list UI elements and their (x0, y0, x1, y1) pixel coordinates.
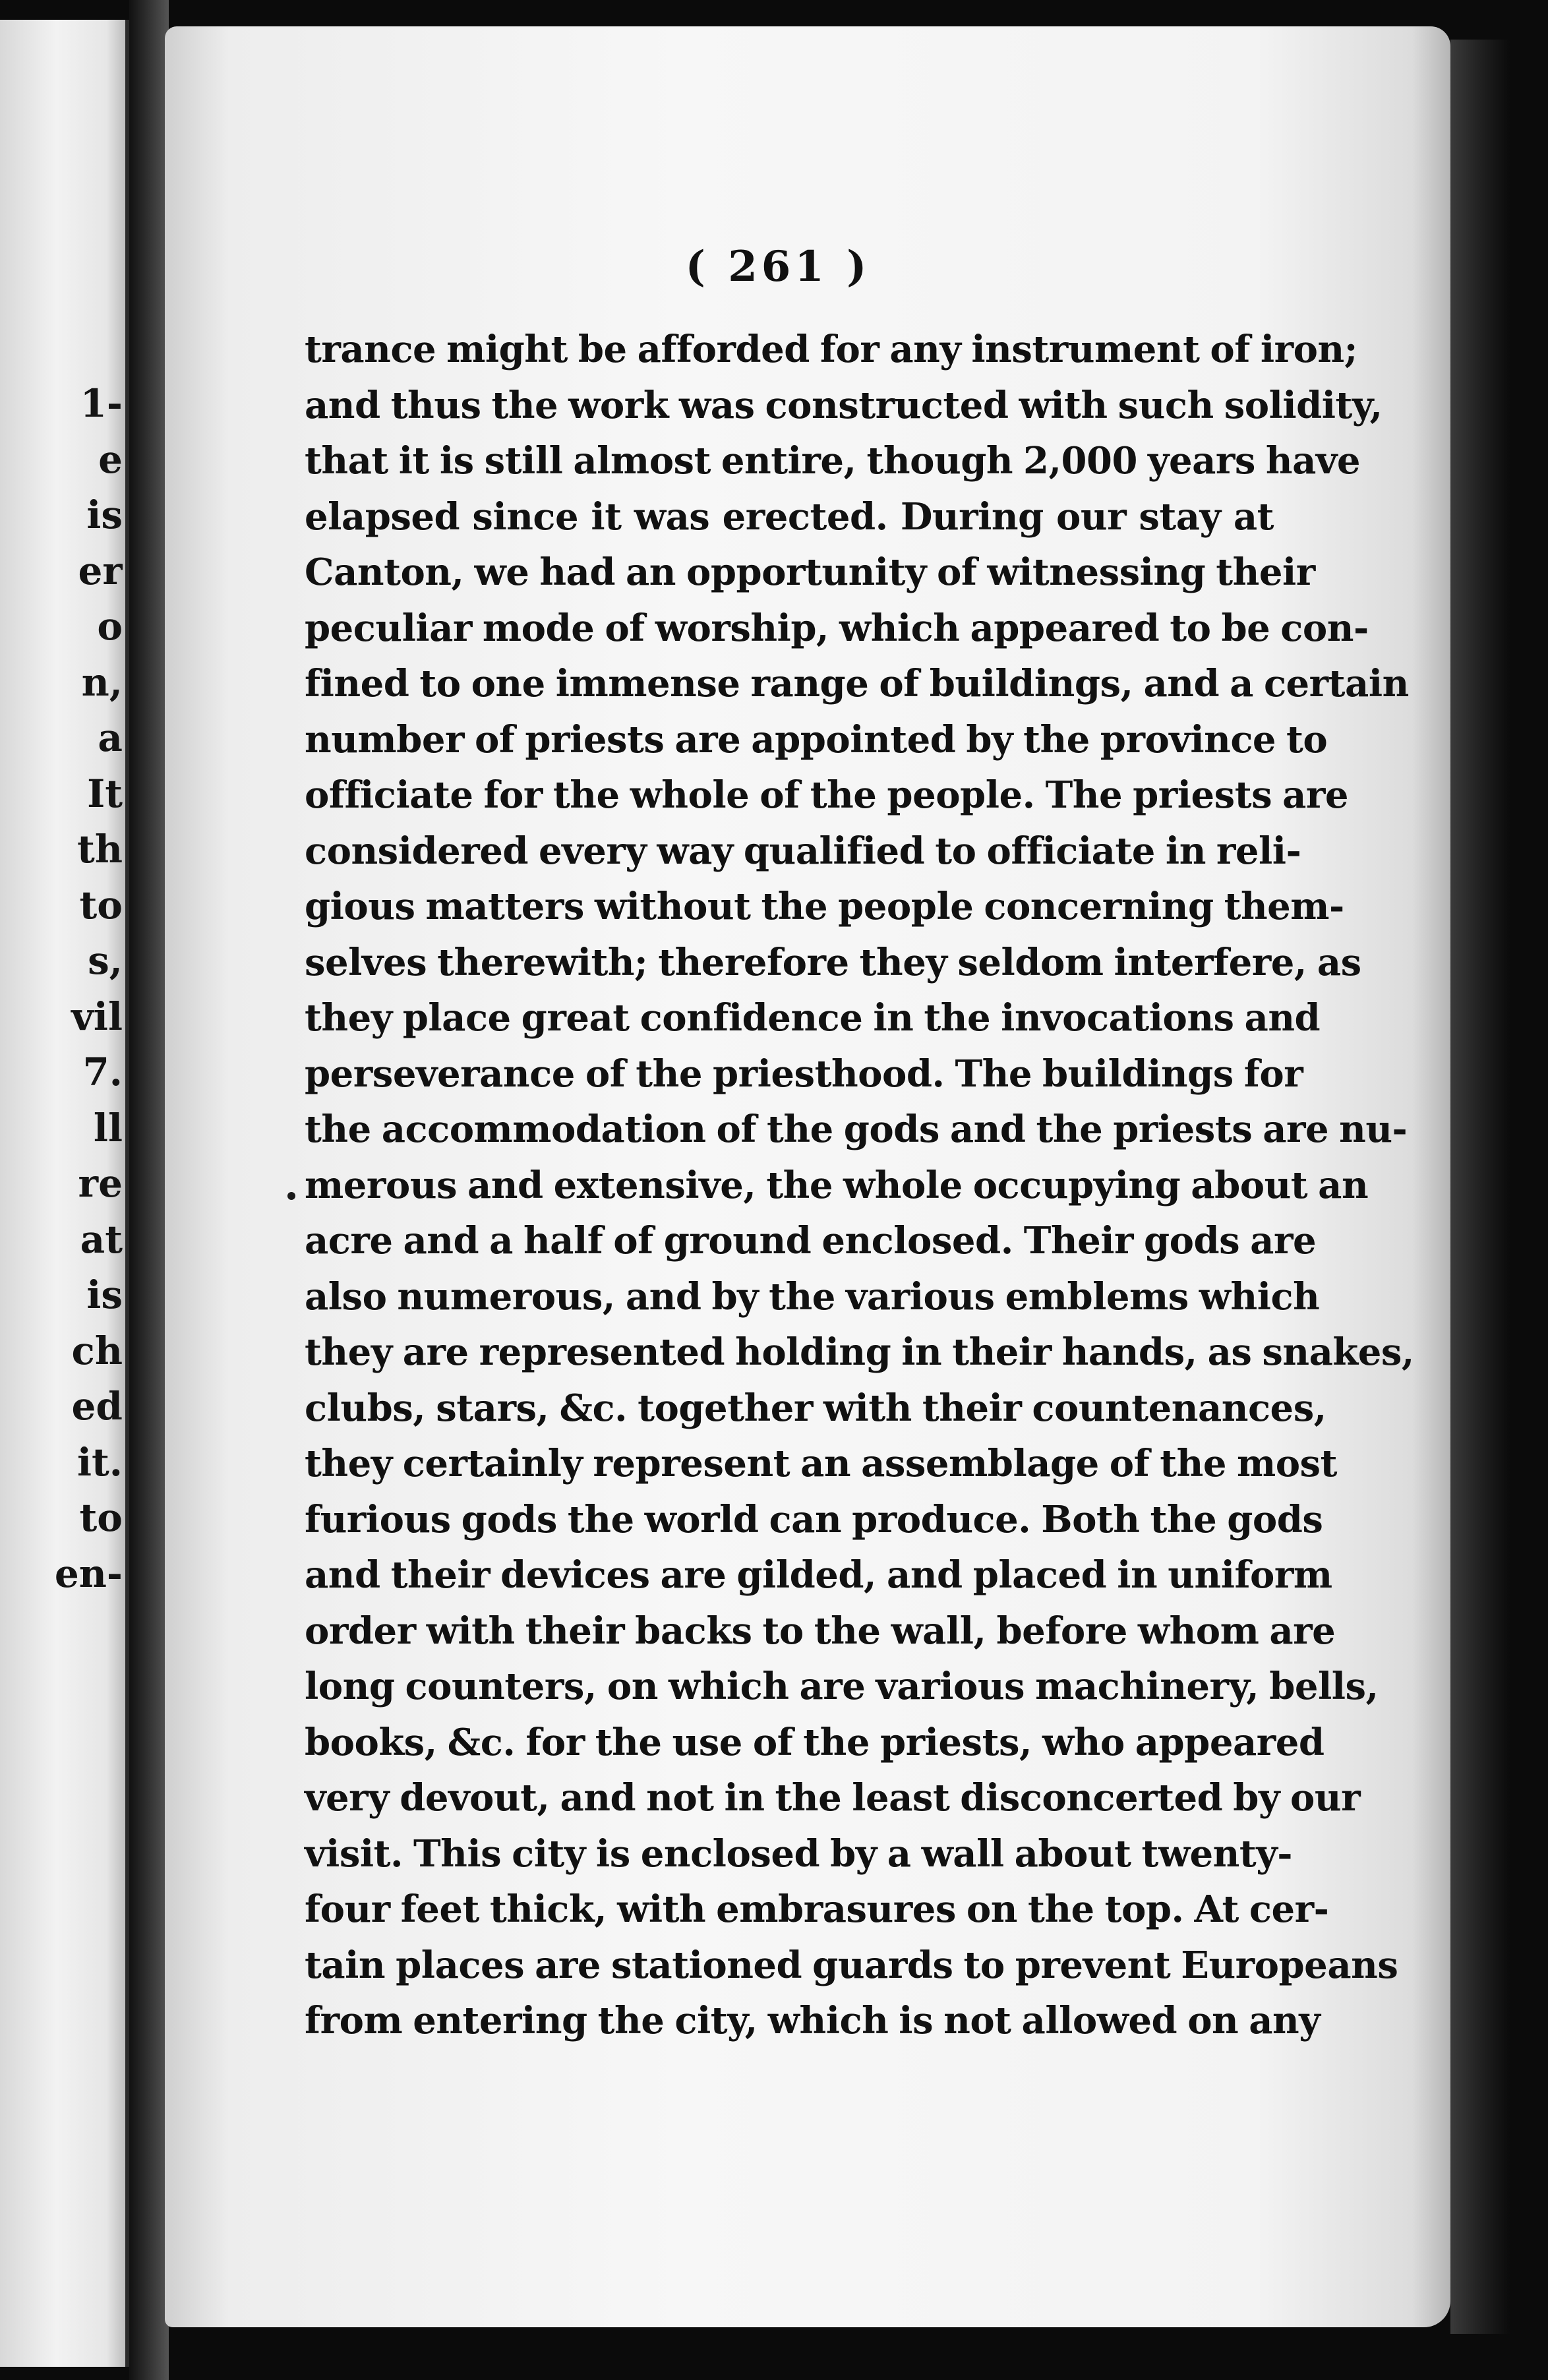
book-gutter (129, 0, 169, 2380)
text-line: long counters, on which are various machinery, bells, (305, 1665, 1379, 1708)
text-line: furious gods the world can produce. Both the gods (305, 1497, 1323, 1541)
text-line: tain places are stationed guards to prevent Europeans (305, 1943, 1398, 1987)
text-line: they place great confidence in the invocations and (305, 996, 1321, 1040)
text-line: Canton, we had an opportunity of witnessing their (305, 550, 1315, 594)
text-line: considered every way qualified to officiate in reli- (305, 829, 1301, 873)
facing-fragment: vil (71, 994, 123, 1039)
text-line: gious matters without the people concerning them- (305, 885, 1344, 928)
text-line: they are represented holding in their hands, as snakes, (305, 1330, 1414, 1374)
facing-fragment: 7. (82, 1050, 123, 1094)
text-line: and thus the work was constructed with such solidity, (305, 383, 1383, 427)
text-line: also numerous, and by the various emblems which (305, 1274, 1320, 1319)
text-line: that it is still almost entire, though 2,000 years have (305, 439, 1361, 483)
text-line: number of priests are appointed by the province to (305, 717, 1328, 761)
facing-fragment: n, (81, 659, 123, 705)
text-line: clubs, stars, &c. together with their countenances, (305, 1386, 1326, 1430)
facing-fragment: s, (88, 938, 123, 983)
facing-fragment: a (98, 715, 123, 760)
text-line: the accommodation of the gods and the priests are nu- (305, 1108, 1408, 1151)
facing-fragment: en- (54, 1551, 123, 1596)
text-line: they certainly represent an assemblage of the most (305, 1442, 1337, 1485)
text-line: selves therewith; therefore they seldom interfere, as (305, 940, 1361, 984)
facing-fragment: to (79, 882, 123, 928)
text-line: and their devices are gilded, and placed in uniform (305, 1553, 1332, 1597)
facing-fragment: is (86, 1272, 123, 1317)
facing-fragment: er (78, 548, 123, 593)
facing-fragment: at (80, 1216, 123, 1262)
text-line: fined to one immense range of buildings, and a certain (305, 662, 1409, 705)
facing-page-text-fragments (4, 376, 123, 1601)
facing-fragment: ed (71, 1384, 123, 1429)
facing-fragment: e (98, 436, 123, 482)
text-line: merous and extensive, the whole occupying about an (305, 1163, 1369, 1207)
text-line: very devout, and not in the least disconcerted by our (305, 1776, 1361, 1820)
facing-fragment: ch (71, 1328, 123, 1373)
text-line: order with their backs to the wall, before whom are (305, 1609, 1336, 1653)
text-line: visit. This city is enclosed by a wall about twenty- (305, 1831, 1293, 1876)
margin-mark (287, 1192, 295, 1200)
facing-fragment: th (77, 827, 123, 872)
text-line: books, &c. for the use of the priests, who appeared (305, 1720, 1325, 1764)
facing-fragment: it. (76, 1439, 123, 1485)
facing-fragment: ll (93, 1105, 123, 1150)
text-line: elapsed since it was erected. During our stay at (305, 494, 1274, 539)
facing-fragment: o (97, 604, 123, 649)
text-line: acre and a half of ground enclosed. Their gods are (305, 1219, 1317, 1263)
facing-page-edge (0, 20, 129, 2367)
facing-fragment: 1- (80, 381, 123, 426)
text-line: trance might be afforded for any instrument of iron; (305, 328, 1357, 371)
facing-fragment: It (87, 771, 123, 816)
text-line: officiate for the whole of the people. The priests are (305, 773, 1349, 817)
facing-fragment: re (78, 1161, 123, 1206)
page-edge-shadow (1450, 40, 1510, 2334)
text-line: peculiar mode of worship, which appeared to be con- (305, 606, 1369, 650)
facing-fragment: is (86, 492, 123, 537)
page-body-text (305, 322, 1414, 2049)
page-number: ( 261 ) (685, 242, 871, 291)
text-line: four feet thick, with embrasures on the top. At cer- (305, 1888, 1329, 1931)
text-line: from entering the city, which is not allowed on any (305, 1999, 1321, 2042)
facing-fragment: to (79, 1495, 123, 1540)
text-line: perseverance of the priesthood. The buildings for (305, 1052, 1303, 1096)
